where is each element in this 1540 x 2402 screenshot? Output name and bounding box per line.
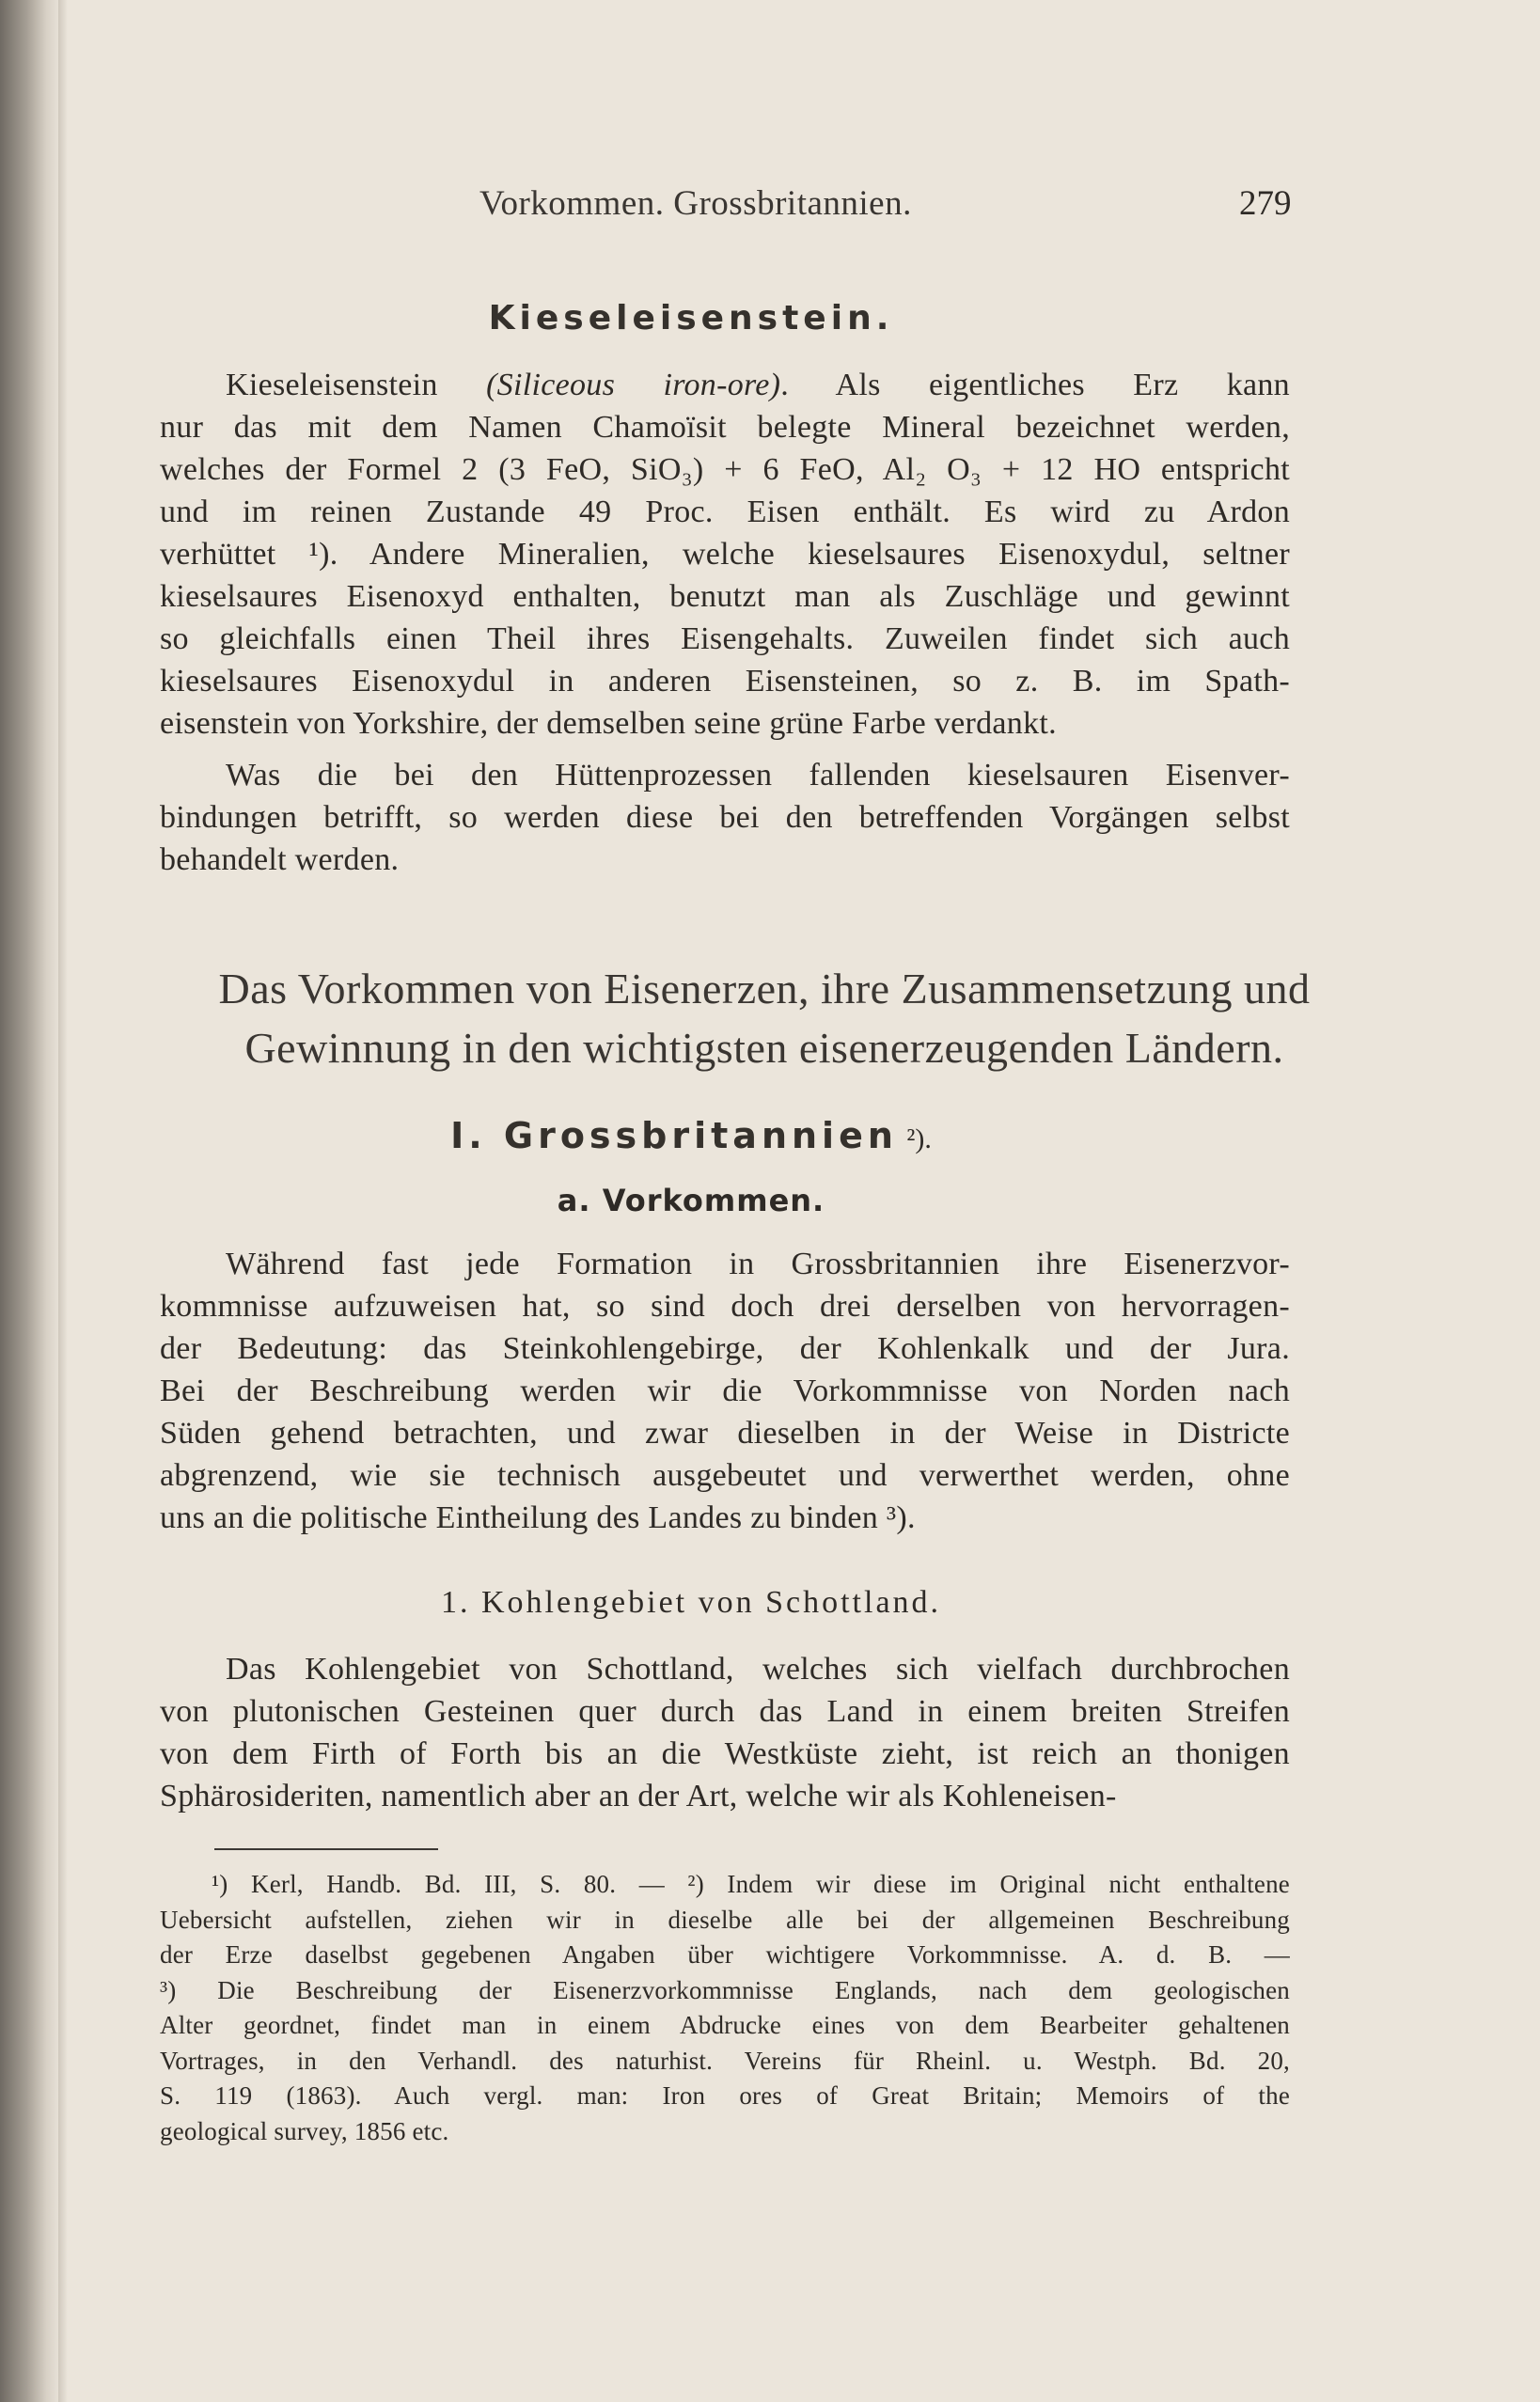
footnote-line: S. 119 (1863). Auch vergl. man: Iron ores of Great Britain; Memoirs of the (160, 2081, 1290, 2110)
text-line (160, 1499, 1290, 1537)
text-line (226, 1651, 1290, 1688)
text-run: Kieseleisenstein (226, 368, 487, 402)
text-line (160, 841, 1290, 879)
text-line (160, 1693, 1290, 1731)
footnote-line: der Erze daselbst gegebenen Angaben über wichtigere Vorkommnisse. A. d. B. — (160, 1940, 1290, 1969)
text-run: kieselsaures Eisenoxyd enthalten, benutzt man als Zuschläge und gewinnt (160, 579, 1290, 614)
text-run: uns an die politische Eintheilung des Landes zu binden ³). (160, 1500, 916, 1535)
italic-term: (Siliceous iron-ore) (486, 368, 781, 402)
text-line (160, 1330, 1290, 1368)
text-run: kieselsaures Eisenoxydul in anderen Eisensteinen, so z. B. im Spath- (160, 664, 1290, 699)
section-title-kohlengebiet: 1. Kohlengebiet von Schottland. (440, 1585, 942, 1620)
text-line (160, 494, 1290, 531)
text-line (160, 620, 1290, 658)
text-run: von dem Firth of Forth bis an die Westküste zieht, ist reich an thonigen (160, 1736, 1290, 1771)
text-run: so gleichfalls einen Theil ihres Eisengehalts. Zuweilen findet sich auch (160, 621, 1290, 656)
text-run: behandelt werden. (160, 842, 400, 877)
text-line (160, 663, 1290, 700)
chapter-title-line-2: Gewinnung in den wichtigsten eisenerzeugenden Ländern. (244, 1024, 1284, 1072)
text-line (160, 409, 1290, 447)
subheading-vorkommen: a. Vorkommen. (557, 1183, 825, 1218)
text-line (160, 1778, 1290, 1815)
text-run: abgrenzend, wie sie technisch ausgebeutet und verwerthet werden, ohne (160, 1458, 1290, 1493)
text-run: . Als eigentliches Erz kann (780, 368, 1290, 402)
country-heading-text: I. Grossbritannien (450, 1115, 898, 1156)
text-run: welches der Formel 2 (3 FeO, SiO₃) + 6 FeO, Al₂ O₃ + 12 HO entspricht (160, 452, 1290, 487)
footnote-line: Alter geordnet, findet man in einem Abdrucke eines von dem Bearbeiter gehaltenen (160, 2011, 1290, 2039)
text-run: verhüttet ¹). Andere Mineralien, welche kieselsaures Eisenoxydul, seltner (160, 537, 1290, 572)
footnote-line: Vortrages, in den Verhandl. des naturhist. Vereins für Rheinl. u. Westph. Bd. 20, (160, 2046, 1290, 2075)
text-run: Was die bei den Hüttenprozessen fallenden kieselsauren Eisenver- (226, 758, 1290, 793)
text-run: Das Kohlengebiet von Schottland, welches sich vielfach durchbrochen (226, 1652, 1290, 1687)
text-run: bindungen betrifft, so werden diese bei den betreffenden Vorgängen selbst (160, 800, 1290, 835)
text-line (160, 1457, 1290, 1495)
footnote-line: Uebersicht aufstellen, ziehen wir in dieselbe alle bei der allgemeinen Beschreibung (160, 1905, 1290, 1934)
text-line (160, 536, 1290, 573)
text-run: Bei der Beschreibung werden wir die Vorkommnisse von Norden nach (160, 1374, 1290, 1408)
text-line (160, 1735, 1290, 1773)
text-line (226, 757, 1290, 794)
section-title-kieseleisenstein: Kieseleisenstein. (488, 299, 894, 338)
text-run: eisenstein von Yorkshire, der demselben seine grüne Farbe verdankt. (160, 706, 1057, 741)
text-run: Während fast jede Formation in Grossbritannien ihre Eisenerzvor- (226, 1247, 1290, 1281)
text-run: nur das mit dem Namen Chamoïsit belegte Mineral bezeichnet werden, (160, 410, 1290, 445)
text-run: der Bedeutung: das Steinkohlengebirge, der Kohlenkalk und der Jura. (160, 1331, 1290, 1366)
text-run: und im reinen Zustande 49 Proc. Eisen enthält. Es wird zu Ardon (160, 495, 1290, 529)
footnote-line: ¹) Kerl, Handb. Bd. III, S. 80. — ²) Indem wir diese im Original nicht enthaltene (212, 1870, 1290, 1898)
text-line (160, 578, 1290, 616)
text-line (160, 1415, 1290, 1452)
text-line (160, 1373, 1290, 1410)
country-heading-footnote-ref: ²). (906, 1123, 932, 1154)
text-line (226, 367, 1290, 404)
running-header: Vorkommen. Grossbritannien. (479, 184, 912, 223)
chapter-title-line-1: Das Vorkommen von Eisenerzen, ihre Zusammensetzung und (218, 965, 1311, 1013)
text-line (160, 799, 1290, 837)
country-heading (0, 1115, 1382, 1157)
text-line (160, 705, 1290, 743)
text-line (160, 1288, 1290, 1326)
footnote-rule (214, 1848, 438, 1850)
footnote-line: ³) Die Beschreibung der Eisenerzvorkommnisse Englands, nach dem geologischen (160, 1975, 1290, 2004)
text-run: Sphärosideriten, namentlich aber an der Art, welche wir als Kohleneisen- (160, 1779, 1117, 1813)
page-number: 279 (1239, 184, 1292, 223)
text-run: Süden gehend betrachten, und zwar dieselben in der Weise in Districte (160, 1416, 1290, 1451)
text-run: kommnisse aufzuweisen hat, so sind doch drei derselben von hervorragen- (160, 1289, 1290, 1324)
footnote-line: geological survey, 1856 etc. (160, 2116, 449, 2145)
text-run: von plutonischen Gesteinen quer durch das Land in einem breiten Streifen (160, 1694, 1290, 1729)
text-line (226, 1246, 1290, 1283)
text-line (160, 451, 1290, 489)
